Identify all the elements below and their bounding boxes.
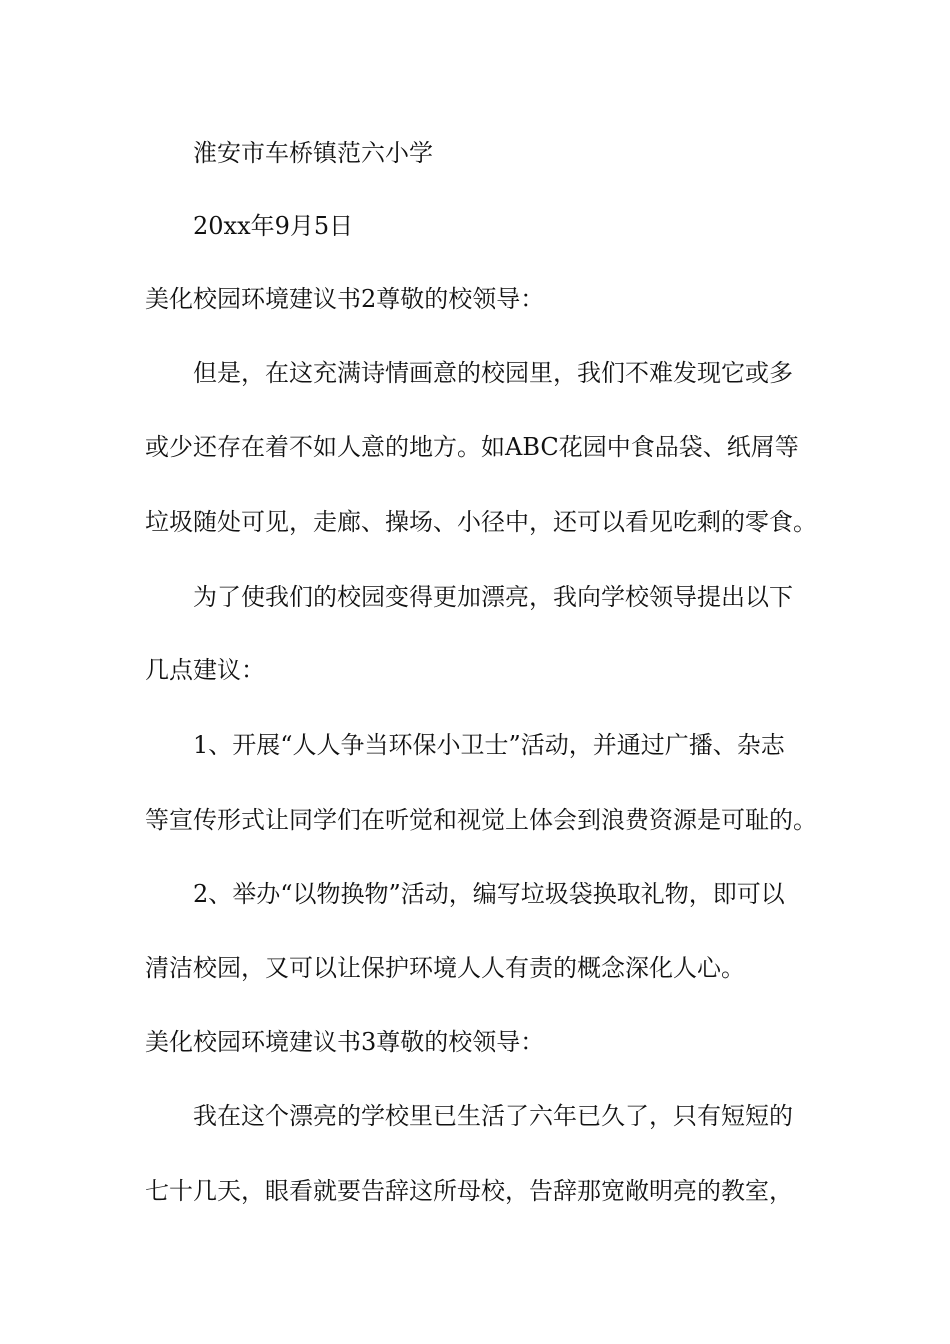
paragraph-line: 七十几天，眼看就要告辞这所母校，告辞那宽敞明亮的教室，: [145, 1177, 793, 1205]
suggestion-1-line: 1、开展“人人争当环保小卫士”活动，并通过广播、杂志: [193, 731, 785, 759]
paragraph-line: 但是，在这充满诗情画意的校园里，我们不难发现它或多: [193, 359, 793, 387]
date-line: 20xx年9月5日: [193, 212, 354, 240]
section-heading-3: 美化校园环境建议书3尊敬的校领导：: [145, 1028, 545, 1056]
paragraph-line: 我在这个漂亮的学校里已生活了六年已久了，只有短短的: [193, 1102, 793, 1130]
section-heading-2: 美化校园环境建议书2尊敬的校领导：: [145, 285, 545, 313]
paragraph-line: 几点建议：: [145, 656, 265, 684]
paragraph-line: 为了使我们的校园变得更加漂亮，我向学校领导提出以下: [193, 583, 793, 611]
school-name: 淮安市车桥镇范六小学: [193, 139, 433, 167]
paragraph-line: 或少还存在着不如人意的地方。如ABC花园中食品袋、纸屑等: [145, 433, 799, 461]
suggestion-1-line: 等宣传形式让同学们在听觉和视觉上体会到浪费资源是可耻的。: [145, 806, 817, 834]
suggestion-2-line: 2、举办“以物换物”活动，编写垃圾袋换取礼物，即可以: [193, 880, 785, 908]
paragraph-line: 垃圾随处可见，走廊、操场、小径中，还可以看见吃剩的零食。: [145, 508, 817, 536]
suggestion-2-line: 清洁校园，又可以让保护环境人人有责的概念深化人心。: [145, 954, 745, 982]
